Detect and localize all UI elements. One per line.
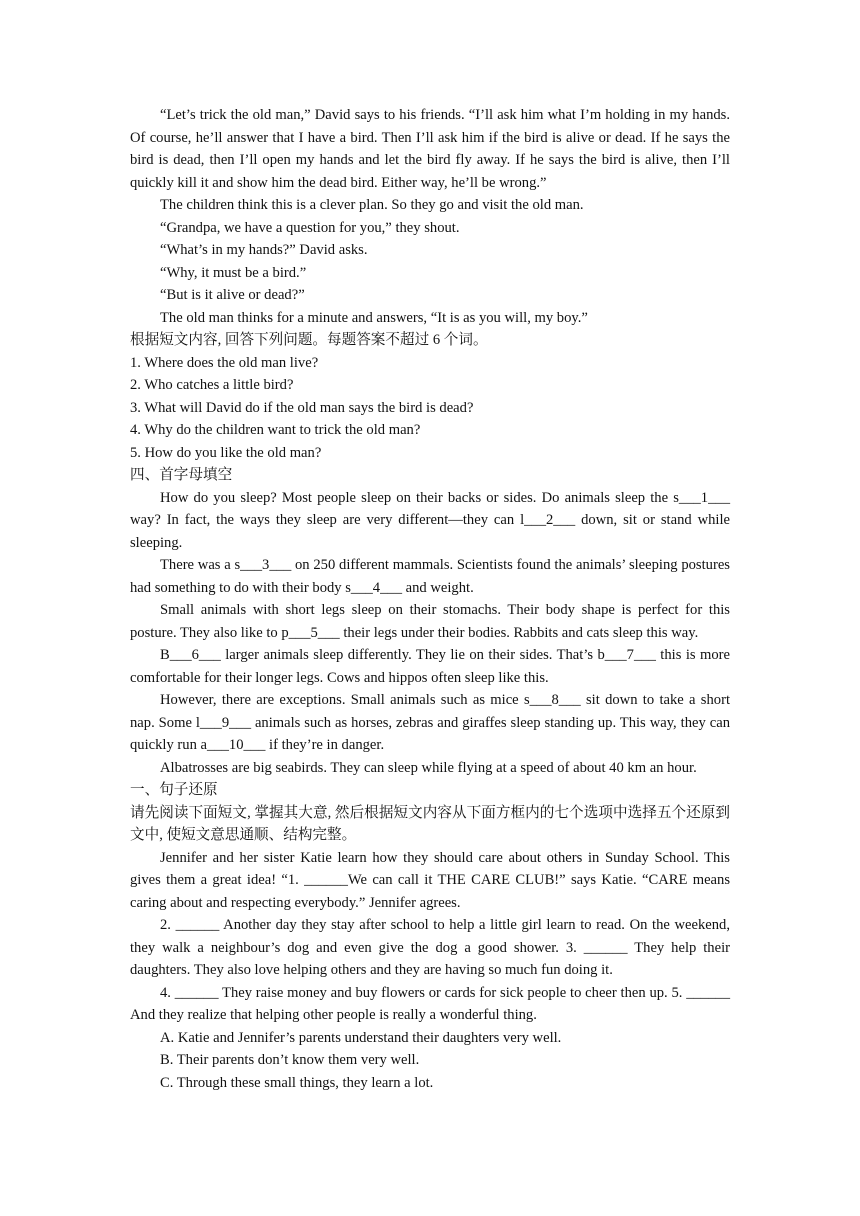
restore-paragraph-3: 4. ______ They raise money and buy flowers or cards for sick people to cheer then up. 5. ______ And they realize that helping other people is really a wonderful thing.	[130, 984, 730, 1023]
story-paragraph-4: “What’s in my hands?” David asks.	[160, 242, 368, 258]
story-passage	[130, 104, 730, 329]
story-paragraph-6: “But is it alive or dead?”	[160, 287, 305, 303]
story-paragraph-7: The old man thinks for a minute and answers, “It is as you will, my boy.”	[160, 309, 588, 326]
question-item: 1. Where does the old man live?	[130, 354, 319, 371]
cloze-paragraph-2: There was a s___3___ on 250 different mammals. Scientists found the animals’ sleeping postures had something to do with their body s___4___ and weight.	[130, 557, 730, 596]
sentence-restore-passage	[130, 847, 730, 1027]
question-item: 3. What will David do if the old man says the bird is dead?	[130, 399, 474, 416]
question-list	[130, 352, 730, 465]
cloze-paragraph-4: B___6___ larger animals sleep differently. They lie on their sides. That’s b___7___ this is more comfortable for their longer legs. Cows and hippos often sleep like this.	[130, 647, 730, 686]
question-instruction: 根据短文内容, 回答下列问题。每题答案不超过 6 个词。	[130, 332, 488, 348]
option-item: C. Through these small things, they learn a lot.	[160, 1074, 434, 1091]
cloze-passage	[130, 487, 730, 780]
section-one-heading: 一、句子还原	[130, 782, 218, 798]
option-item: B. Their parents don’t know them very well.	[160, 1052, 420, 1068]
question-item: 2. Who catches a little bird?	[130, 377, 294, 393]
section-four-heading: 四、首字母填空	[130, 467, 233, 483]
cloze-paragraph-5: However, there are exceptions. Small animals such as mice s___8___ sit down to take a short nap. Some l___9___ animals such as horses, zebras and giraffes sleep standing up. This way, they can quickly run a___10___ if they’re in danger.	[130, 692, 730, 753]
option-item: A. Katie and Jennifer’s parents understand their daughters very well.	[160, 1029, 562, 1046]
story-paragraph-3: “Grandpa, we have a question for you,” they shout.	[160, 219, 460, 236]
cloze-paragraph-6: Albatrosses are big seabirds. They can sleep while flying at a speed of about 40 km an hour.	[160, 759, 697, 776]
section-one-instruction: 请先阅读下面短文, 掌握其大意, 然后根据短文内容从下面方框内的七个选项中选择五个还原到文中, 使短文意思通顺、结构完整。	[130, 804, 730, 843]
question-item: 5. How do you like the old man?	[130, 444, 322, 461]
option-list	[130, 1027, 730, 1095]
cloze-paragraph-1: How do you sleep? Most people sleep on their backs or sides. Do animals sleep the s___1___ way? In fact, the ways they sleep are very different—they can l___2___ down, sit or stand while sleeping.	[130, 489, 730, 551]
document-page	[130, 104, 730, 1094]
question-item: 4. Why do the children want to trick the old man?	[130, 422, 421, 438]
restore-paragraph-2: 2. ______ Another day they stay after school to help a little girl learn to read. On the weekend, they walk a neighbour’s dog and even give the dog a good shower. 3. ______ They help their daughters. They also love helping others and they are having so much fun doing it.	[130, 917, 730, 978]
cloze-paragraph-3: Small animals with short legs sleep on their stomachs. Their body shape is perfect for this posture. They also like to p___5___ their legs under their bodies. Rabbits and cats sleep this way.	[130, 602, 730, 641]
story-paragraph-2: The children think this is a clever plan. So they go and visit the old man.	[160, 197, 584, 213]
restore-paragraph-1: Jennifer and her sister Katie learn how they should care about others in Sunday School. This gives them a great idea! “1. ______We can call it THE CARE CLUB!” says Katie. “CARE means caring about and respecting everybody.” Jennifer agrees.	[130, 849, 730, 911]
story-paragraph-1: “Let’s trick the old man,” David says to his friends. “I’ll ask him what I’m holding in my hands. Of course, he’ll answer that I have a bird. Then I’ll ask him if the bird is alive or dead. If he says the bird is dead, then I’ll open my hands and let the bird fly away. If he says the bird is alive, then I’ll quickly kill it and show him the dead bird. Either way, he’ll be wrong.”	[130, 107, 730, 191]
story-paragraph-5: “Why, it must be a bird.”	[160, 264, 307, 281]
